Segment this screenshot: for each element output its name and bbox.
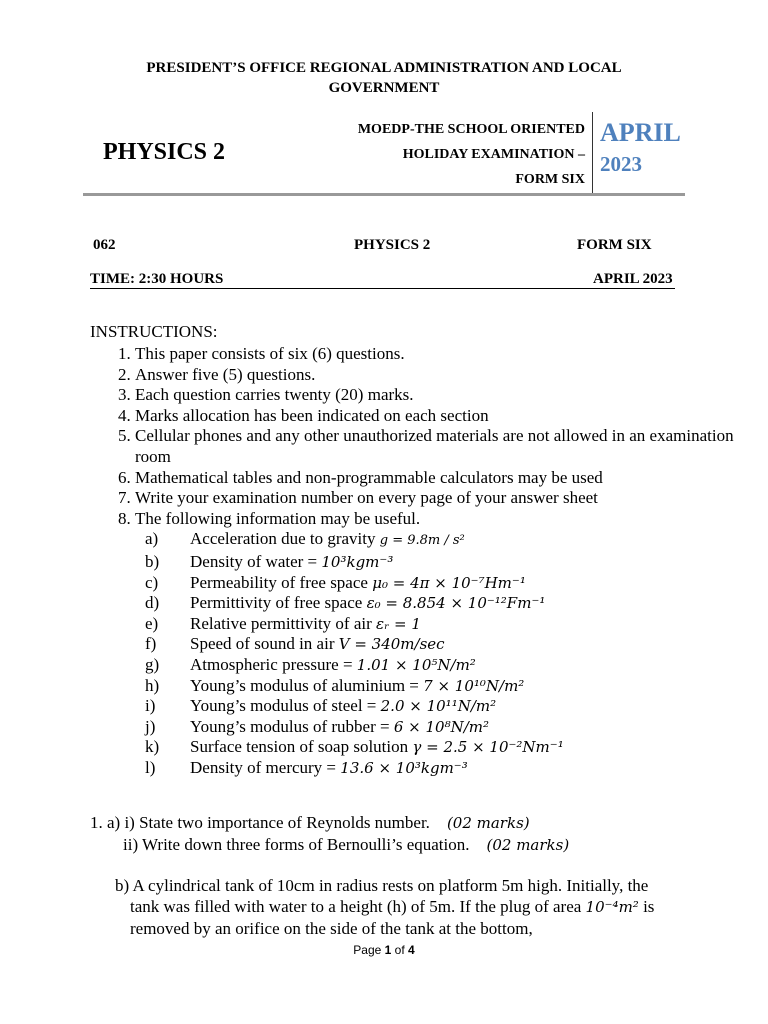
question-1b-line3: removed by an orifice on the side of the tank at the bottom, (130, 919, 533, 938)
question-1a-i-marks: (02 marks) (446, 814, 530, 832)
page-footer (0, 943, 768, 957)
instructions-title: INSTRUCTIONS: (90, 322, 218, 341)
constant-letter: l) (145, 757, 156, 777)
constant-letter: a) (145, 529, 159, 549)
exam-title-line2: HOLIDAY EXAMINATION – (402, 147, 585, 162)
question-1b-line1: b) A cylindrical tank of 10cm in radius rests on platform 5m high. Initially, the (115, 876, 649, 895)
constant-math: ε₀ = 8.854 × 10⁻¹²Fm⁻¹ (366, 594, 546, 613)
constant-text: Density of mercury = (190, 757, 341, 777)
constant-letter: i) (145, 696, 156, 716)
header-divider (592, 112, 593, 196)
constant-text: Young’s modulus of steel = (190, 696, 381, 716)
instruction-item-text: The following information may be useful. (135, 508, 421, 528)
government-heading: PRESIDENT’S OFFICE REGIONAL ADMINISTRATION AND LOCAL GOVERNMENT (146, 60, 622, 96)
instructions-list (88, 344, 735, 778)
constant-item (145, 655, 735, 676)
constant-item (145, 529, 735, 552)
constant-math: 13.6 × 10³kgm⁻³ (340, 758, 468, 777)
constant-letter: h) (145, 675, 160, 695)
constant-math: μ₀ = 4π × 10⁻⁷Hm⁻¹ (372, 573, 526, 592)
constant-text: Density of water = (190, 551, 322, 571)
constant-letter: g) (145, 654, 160, 674)
constant-item (145, 696, 735, 717)
page-of: of (391, 943, 409, 957)
constant-text: Young’s modulus of aluminium = (190, 675, 424, 695)
question-1a-i-text: 1. a) i) State two importance of Reynolds number. (90, 813, 430, 832)
question-1b (115, 875, 675, 939)
constant-letter: c) (145, 572, 159, 592)
constant-math: 1.01 × 10⁵N/m² (356, 655, 476, 674)
instruction-item: 3. Each question carries twenty (20) marks. (135, 385, 735, 406)
constant-letter: j) (145, 716, 156, 736)
instruction-item: 7. Write your examination number on every page of your answer sheet (135, 488, 735, 509)
exam-title-line1: MOEDP-THE SCHOOL ORIENTED (357, 122, 585, 137)
constant-text: Acceleration due to gravity (190, 529, 380, 549)
constant-item (145, 573, 735, 594)
info-underline (90, 288, 675, 289)
constant-math: γ = 2.5 × 10⁻²Nm⁻¹ (412, 738, 564, 757)
constant-math: 7 × 10¹⁰N/m² (423, 676, 525, 695)
page-number: 1 (384, 943, 392, 957)
paper-form: FORM SIX (577, 237, 652, 253)
question-1b-line2-end: is (638, 897, 655, 916)
instruction-item: 6. Mathematical tables and non-programmable calculators may be used (135, 468, 735, 489)
constant-item (145, 552, 735, 573)
constant-letter: e) (145, 613, 159, 633)
instruction-item: 2. Answer five (5) questions. (135, 365, 735, 386)
instruction-item (135, 509, 735, 779)
paper-date: APRIL 2023 (593, 271, 673, 287)
constant-text: Permittivity of free space (190, 593, 367, 613)
question-1a-i (90, 812, 569, 834)
constant-math: 10³kgm⁻³ (321, 552, 394, 571)
constant-letter: k) (145, 737, 160, 757)
constant-letter: b) (145, 551, 160, 571)
question-1a (90, 812, 569, 856)
constant-item (145, 593, 735, 614)
paper-code: 062 (93, 237, 116, 253)
exam-title-block (300, 117, 585, 192)
constants-list (135, 529, 735, 778)
constant-text: Permeability of free space (190, 572, 373, 592)
exam-month: APRIL (600, 118, 681, 147)
instruction-item: 4. Marks allocation has been indicated on each section (135, 406, 735, 427)
question-1b-line2-text: tank was filled with water to a height (h) of 5m. If the plug of area (130, 897, 586, 916)
constant-text: Relative permittivity of air (190, 613, 377, 633)
constant-math: 6 × 10⁸N/m² (393, 717, 490, 736)
exam-year: 2023 (600, 152, 642, 176)
constant-letter: f) (145, 634, 157, 654)
constant-text: Atmospheric pressure = (190, 654, 357, 674)
constant-math: V = 340m/sec (338, 635, 445, 654)
question-1a-ii (90, 834, 569, 856)
constant-math: g = 9.8m / s² (379, 533, 465, 549)
page-label: Page (353, 943, 385, 957)
question-1b-area: 10⁻⁴m² (585, 898, 639, 916)
constant-item (145, 758, 735, 779)
paper-time: TIME: 2:30 HOURS (90, 271, 224, 287)
instruction-item: 5. Cellular phones and any other unauthorized materials are not allowed in an examination room (135, 426, 735, 467)
question-1b-line2 (115, 896, 675, 918)
question-1a-ii-text: ii) Write down three forms of Bernoulli’s equation. (123, 835, 470, 854)
constant-text: Surface tension of soap solution (190, 737, 413, 757)
exam-title-line3: FORM SIX (515, 172, 585, 187)
constant-item (145, 634, 735, 655)
question-1a-ii-marks: (02 marks) (486, 836, 570, 854)
constant-item (145, 676, 735, 697)
paper-subject: PHYSICS 2 (354, 237, 431, 253)
constant-text: Speed of sound in air (190, 634, 339, 654)
subject-title: PHYSICS 2 (103, 139, 226, 165)
instruction-item: 1. This paper consists of six (6) questions. (135, 344, 735, 365)
constant-math: 2.0 × 10¹¹N/m² (380, 697, 497, 716)
constant-letter: d) (145, 593, 160, 613)
constant-text: Young’s modulus of rubber = (190, 716, 394, 736)
header-rule (83, 193, 685, 196)
constant-item (145, 717, 735, 738)
page-total: 4 (408, 943, 415, 957)
constant-math: εᵣ = 1 (376, 614, 421, 633)
constant-item (145, 614, 735, 635)
constant-item (145, 737, 735, 758)
